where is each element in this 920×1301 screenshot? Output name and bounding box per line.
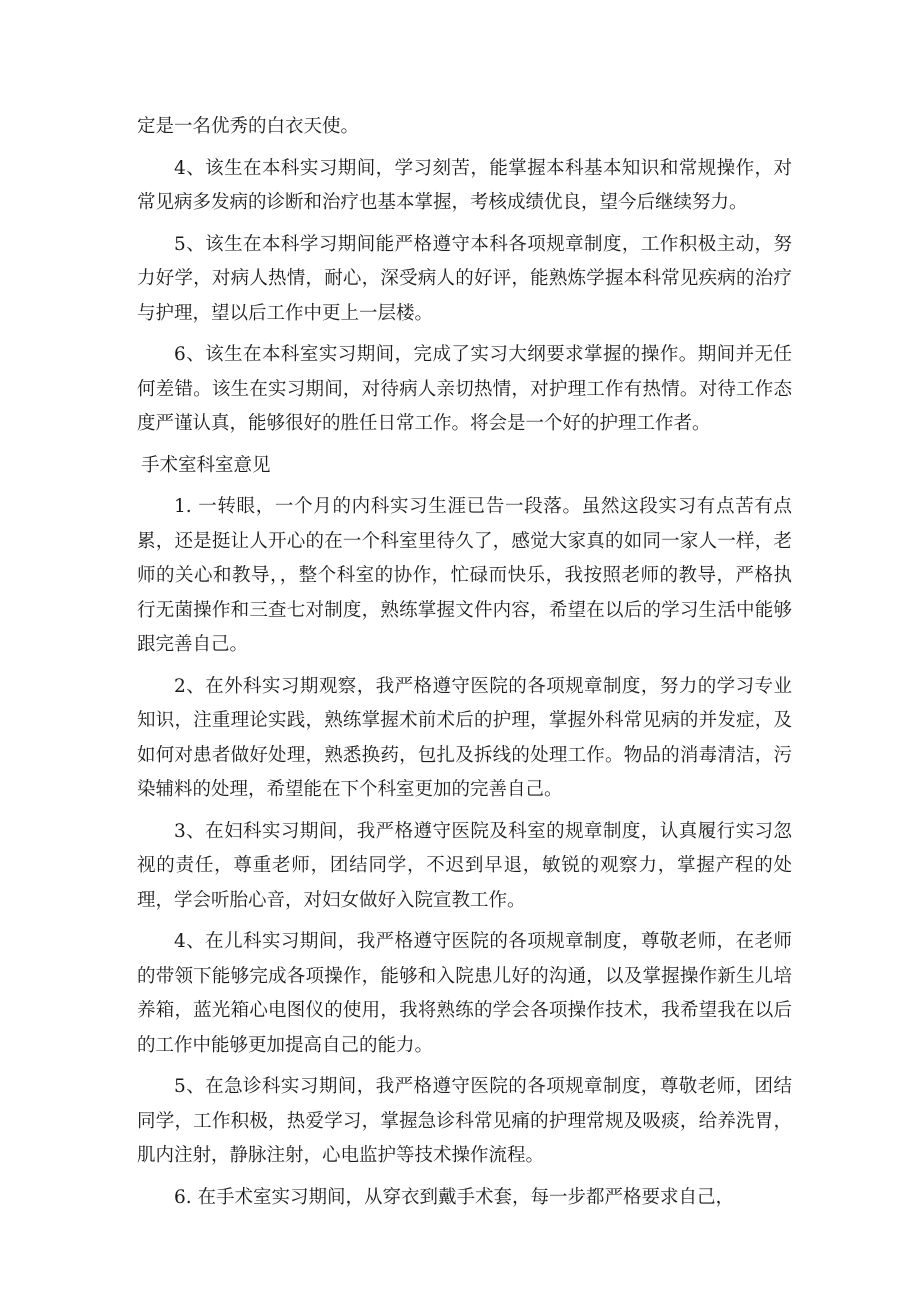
- document-body: [137, 110, 792, 1222]
- section-heading: 手术室科室意见: [141, 454, 271, 476]
- paragraph-continuation: 定是一名优秀的白衣天使。: [137, 116, 360, 137]
- opinion-paragraph-5: 5、在急诊科实习期间，我严格遵守医院的各项规章制度，尊敬老师，团结同学，工作积极，热爱学习，掌握急诊科常见痛的护理常规及吸痰，给养洗胃，肌内注射，静脉注射，心电监护等技术操作流程。: [137, 1076, 792, 1166]
- paragraph-item-5: 5、该生在本科学习期间能严格遵守本科各项规章制度，工作积极主动，努力好学，对病人热情，耐心，深受病人的好评，能熟炼学握本科常见疾病的治疗与护理，望以后工作中更上一层楼。: [137, 233, 792, 324]
- paragraph-item-4: 4、该生在本科实习期间，学习刻苦，能掌握本科基本知识和常规操作，对常见病多发病的诊断和治疗也基本掌握，考核成绩优良，望今后继续努力。: [137, 157, 792, 213]
- opinion-paragraph-1: 1. 一转眼，一个月的内科实习生涯已告一段落。虽然这段实习有点苦有点累，还是挺让人开心的在一个科室里待久了，感觉大家真的如同一家人一样，老师的关心和教导，，整个科室的协作，忙碌而快乐，我按照老师的教导，严格执行无菌操作和三查七对制度，熟练掌握文件内容，希望在以后的学习生活中能够跟完善自己。: [137, 496, 792, 655]
- opinion-paragraph-3: 3、在妇科实习期间，我严格遵守医院及科室的规章制度，认真履行实习忽视的责任，尊重老师，团结同学，不迟到早退，敏锐的观察力，掌握产程的处理，学会听胎心音，对妇女做好入院宣教工作。: [137, 820, 792, 911]
- opinion-paragraph-6: 6. 在手术室实习期间，从穿衣到戴手术套，每一步都严格要求自己，: [174, 1186, 735, 1208]
- opinion-paragraph-2: 2、在外科实习期观察，我严格遵守医院的各项规章制度，努力的学习专业知识，注重理论实践，熟练掌握术前术后的护理，掌握外科常见病的并发症，及如何对患者做好处理，熟悉换药，包扎及拆线的处理工作。物品的消毒清洁，污染辅料的处理，希望能在下个科室更加的完善自己。: [137, 675, 792, 800]
- paragraph-item-6: 6、该生在本科室实习期间，完成了实习大纲要求掌握的操作。期间并无任何差错。该生在实习期间，对待病人亲切热情，对护理工作有热情。对待工作态度严谨认真，能够很好的胜任日常工作。将会是一个好的护理工作者。: [137, 344, 792, 434]
- opinion-paragraph-4: 4、在儿科实习期间，我严格遵守医院的各项规章制度，尊敬老师，在老师的带领下能够完成各项操作，能够和入院患儿好的沟通，以及掌握操作新生儿培养箱，蓝光箱心电图仪的使用，我将熟练的学会各项操作技术，我希望我在以后的工作中能够更加提高自己的能力。: [137, 931, 792, 1056]
